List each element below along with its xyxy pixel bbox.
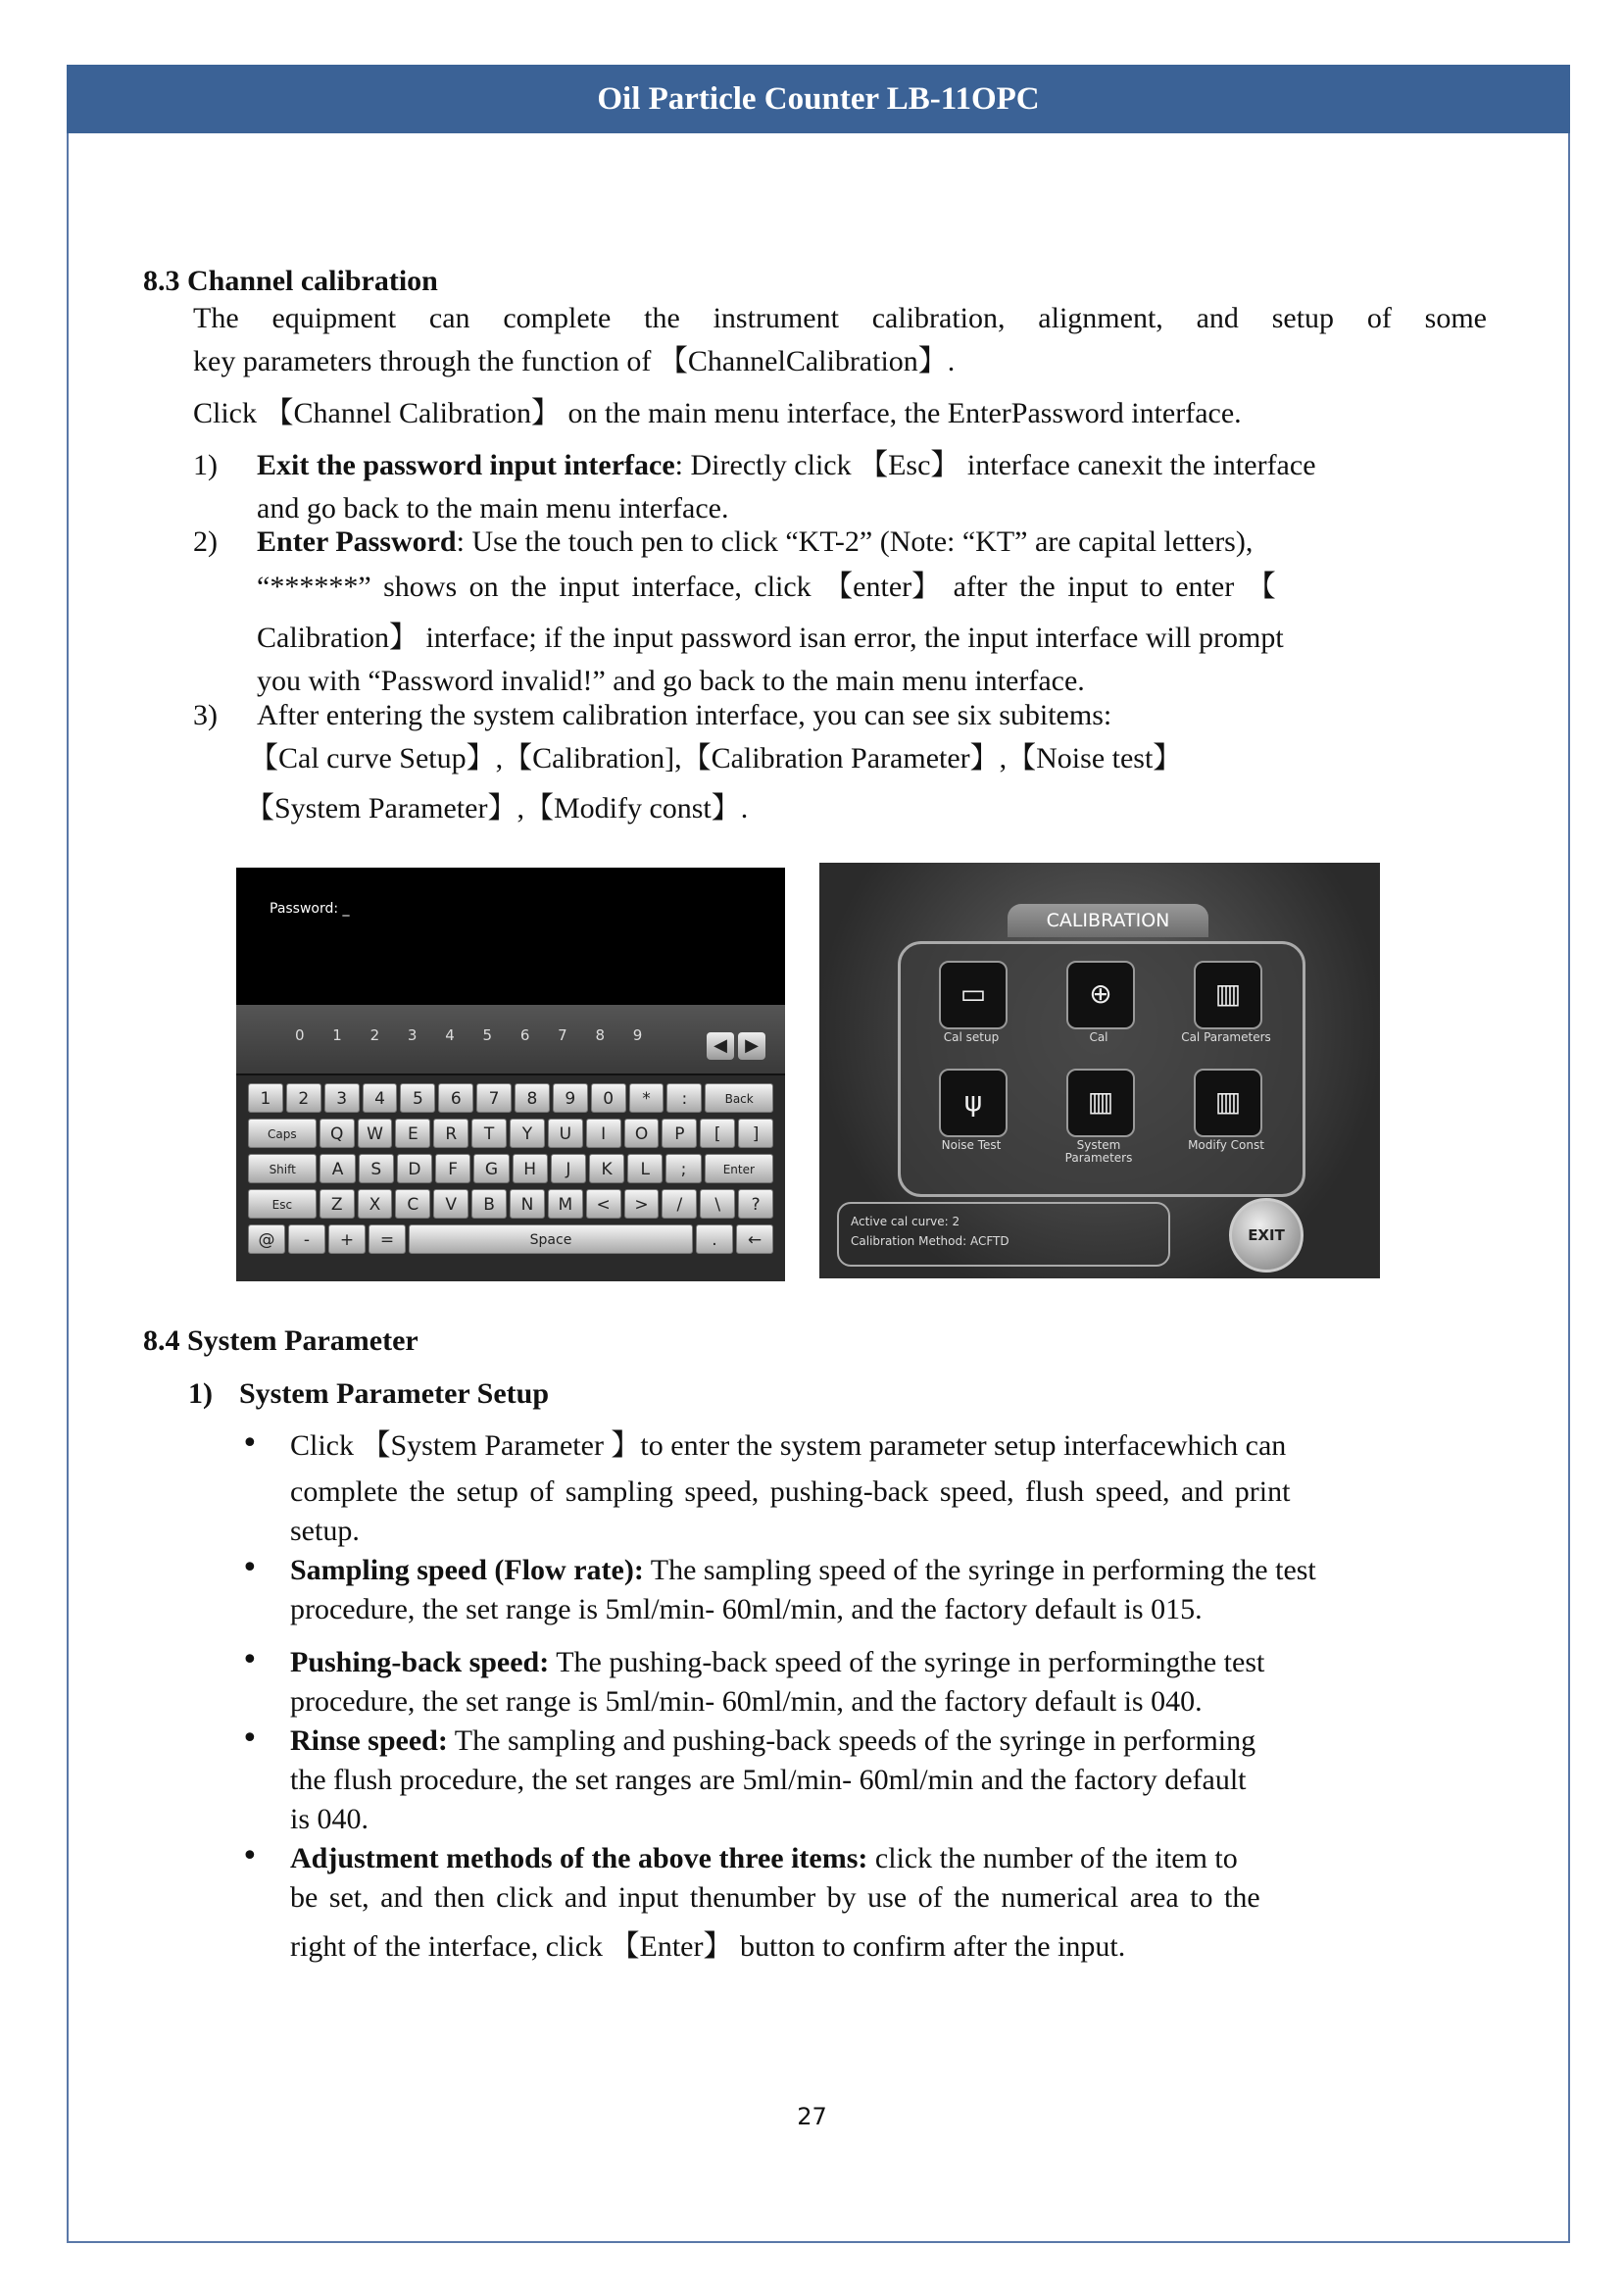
key: >: [624, 1189, 660, 1219]
calibration-menu-screenshot: [819, 863, 1380, 1278]
list-item-line: Calibration】 interface; if the input password isan error, the input interface will prompt: [257, 622, 1284, 654]
key: \: [700, 1189, 735, 1219]
key: -: [288, 1224, 325, 1254]
bullet-bold: Pushing-back speed:: [290, 1646, 550, 1678]
list-item-line: [257, 446, 1492, 484]
page-header-title: Oil Particle Counter LB-11OPC: [67, 65, 1570, 133]
key: [: [700, 1119, 735, 1148]
key: @: [248, 1224, 285, 1254]
key: ]: [738, 1119, 773, 1148]
bullet-line: Click 【System Parameter 】to enter the system parameter setup interfacewhich can: [290, 1429, 1287, 1462]
list-item-line: “******” shows on the input interface, click 【enter】 after the input to enter 【: [257, 571, 1276, 603]
keyboard-row: [248, 1189, 773, 1219]
bullet-icon: •: [241, 1722, 259, 1756]
backspace-key: ←: [736, 1224, 773, 1254]
key: L: [627, 1154, 663, 1183]
exit-button: EXIT: [1229, 1198, 1304, 1273]
key: Z: [320, 1189, 355, 1219]
key: 8: [515, 1083, 550, 1113]
antenna-icon: ψ: [939, 1069, 1008, 1137]
list-item-line: 【Cal curve Setup】,【Calibration],【Calibration Parameter】,【Noise test】: [249, 742, 1183, 774]
icon-label: Noise Test: [941, 1138, 1002, 1152]
key: P: [662, 1119, 697, 1148]
list-item-line: 【System Parameter】,【Modify const】.: [245, 792, 749, 824]
key: <: [586, 1189, 621, 1219]
bullet-line: the flush procedure, the set ranges are 5ml/min- 60ml/min and the factory default: [290, 1764, 1247, 1796]
bullet-text: The sampling and pushing-back speeds of the syringe in performing: [447, 1724, 1256, 1757]
bars-icon: ▥: [1194, 961, 1262, 1029]
paragraph-line: The equipment can complete the instrument calibration, alignment, and setup of some: [193, 302, 1487, 334]
subsection-number: 1): [188, 1377, 213, 1410]
key: 7: [476, 1083, 512, 1113]
key: ;: [665, 1154, 701, 1183]
key: 6: [438, 1083, 473, 1113]
bullet-line: [290, 1722, 1255, 1760]
icon-label: Cal Parameters: [1181, 1030, 1271, 1044]
key: N: [510, 1189, 545, 1219]
calibration-method: Calibration Method: ACFTD: [851, 1234, 1009, 1248]
space-key: Space: [409, 1224, 693, 1254]
bullet-line: complete the setup of sampling speed, pushing-back speed, flush speed, and print: [290, 1475, 1291, 1508]
bullet-icon: •: [241, 1839, 259, 1873]
bullet-icon: •: [241, 1643, 259, 1677]
active-cal-curve: Active cal curve: 2: [851, 1215, 960, 1228]
key: Enter: [705, 1154, 773, 1183]
keyboard-row: [248, 1119, 773, 1148]
calibration-status-box: [837, 1202, 1170, 1267]
key: R: [433, 1119, 468, 1148]
bullet-text: The sampling speed of the syringe in performing the test: [643, 1554, 1316, 1586]
bullet-line: is 040.: [290, 1803, 369, 1835]
keyboard-row: [248, 1154, 773, 1183]
key: E: [395, 1119, 430, 1148]
bullet-line: [290, 1839, 1238, 1877]
crosshair-icon: ⊕: [1066, 961, 1135, 1029]
right-arrow-icon: ▶: [738, 1032, 765, 1060]
icon-label: Modify Const: [1188, 1138, 1264, 1152]
digit-strip: 0 1 2 3 4 5 6 7 8 9: [295, 1026, 655, 1044]
icon-label: System Parameters: [1064, 1138, 1133, 1165]
list-number: 1): [193, 449, 218, 481]
key: M: [548, 1189, 583, 1219]
key: .: [696, 1224, 733, 1254]
paragraph-line: Click 【Channel Calibration】 on the main menu interface, the EnterPassword interface.: [193, 397, 1242, 429]
list-item-line: you with “Password invalid!” and go back to the main menu interface.: [257, 665, 1085, 697]
key: X: [358, 1189, 393, 1219]
list-item-line: After entering the system calibration interface, you can see six subitems:: [257, 699, 1112, 731]
key: V: [433, 1189, 468, 1219]
list-item-bold: Enter Password: [257, 525, 457, 558]
key: O: [624, 1119, 660, 1148]
subsection-heading: System Parameter Setup: [239, 1377, 550, 1410]
key: J: [551, 1154, 586, 1183]
ruler-icon: ▭: [939, 961, 1008, 1029]
key: T: [471, 1119, 507, 1148]
key: Y: [510, 1119, 545, 1148]
password-label: Password: _: [270, 901, 350, 917]
bullet-icon: •: [241, 1551, 259, 1585]
bullet-text: The pushing-back speed of the syringe in performingthe test: [549, 1646, 1265, 1678]
key: +: [328, 1224, 366, 1254]
section-heading-8-4: 8.4 System Parameter: [143, 1324, 418, 1357]
bullet-line: right of the interface, click 【Enter】 button to confirm after the input.: [290, 1930, 1126, 1963]
key: U: [548, 1119, 583, 1148]
key: 1: [248, 1083, 283, 1113]
list-item-text: : Directly click 【Esc】 interface canexit the interface: [674, 449, 1316, 481]
bullet-line: setup.: [290, 1515, 360, 1547]
key: Caps: [248, 1119, 317, 1148]
bars-icon: ▥: [1066, 1069, 1135, 1137]
key: A: [320, 1154, 355, 1183]
list-number: 2): [193, 525, 218, 558]
key: F: [435, 1154, 470, 1183]
key: K: [589, 1154, 624, 1183]
key: Shift: [248, 1154, 317, 1183]
key: =: [369, 1224, 406, 1254]
bars-plus-icon: ▥: [1194, 1069, 1262, 1137]
bullet-bold: Rinse speed:: [290, 1724, 448, 1757]
left-arrow-icon: ◀: [707, 1032, 734, 1060]
arrow-keys: [703, 1032, 767, 1062]
key: :: [666, 1083, 702, 1113]
key: B: [471, 1189, 507, 1219]
icon-label: Cal setup: [943, 1030, 1000, 1044]
bullet-bold: Sampling speed (Flow rate):: [290, 1554, 644, 1586]
key: W: [358, 1119, 393, 1148]
section-heading-8-3: 8.3 Channel calibration: [143, 265, 438, 297]
key: 2: [286, 1083, 321, 1113]
paragraph-line: key parameters through the function of 【ChannelCalibration】.: [193, 345, 956, 377]
list-item-bold: Exit the password input interface: [257, 449, 675, 481]
key: Back: [705, 1083, 773, 1113]
key: ?: [738, 1189, 773, 1219]
bullet-line: [290, 1551, 1316, 1589]
key: G: [473, 1154, 509, 1183]
keyboard-row: [248, 1083, 773, 1113]
list-item-line: and go back to the main menu interface.: [257, 492, 729, 524]
bullet-line: be set, and then click and input thenumber by use of the numerical area to the: [290, 1881, 1260, 1914]
list-item-text: : Use the touch pen to click “KT-2” (Note: “KT” are capital letters),: [456, 525, 1254, 558]
key: 9: [553, 1083, 588, 1113]
key: *: [629, 1083, 664, 1113]
key: D: [397, 1154, 432, 1183]
key: C: [395, 1189, 430, 1219]
list-number: 3): [193, 699, 218, 731]
password-keyboard-screenshot: [236, 868, 785, 1281]
bullet-line: procedure, the set range is 5ml/min- 60ml/min, and the factory default is 015.: [290, 1593, 1203, 1625]
bullet-bold: Adjustment methods of the above three items:: [290, 1842, 868, 1874]
key: 3: [324, 1083, 360, 1113]
bullet-line: procedure, the set range is 5ml/min- 60ml/min, and the factory default is 040.: [290, 1685, 1203, 1718]
icon-label: Cal: [1089, 1030, 1108, 1044]
key: 0: [591, 1083, 626, 1113]
calibration-title: CALIBRATION: [1008, 904, 1208, 937]
bullet-text: click the number of the item to: [867, 1842, 1238, 1874]
key: 5: [400, 1083, 435, 1113]
key: S: [359, 1154, 394, 1183]
page-number: 27: [797, 2103, 827, 2130]
key: Q: [320, 1119, 355, 1148]
key: Esc: [248, 1189, 317, 1219]
key: 4: [363, 1083, 398, 1113]
key: I: [586, 1119, 621, 1148]
list-item-line: [257, 523, 1253, 561]
bullet-line: [290, 1643, 1264, 1681]
keyboard-row: [248, 1224, 773, 1254]
key: H: [513, 1154, 548, 1183]
key: /: [662, 1189, 697, 1219]
bullet-icon: •: [241, 1426, 259, 1461]
